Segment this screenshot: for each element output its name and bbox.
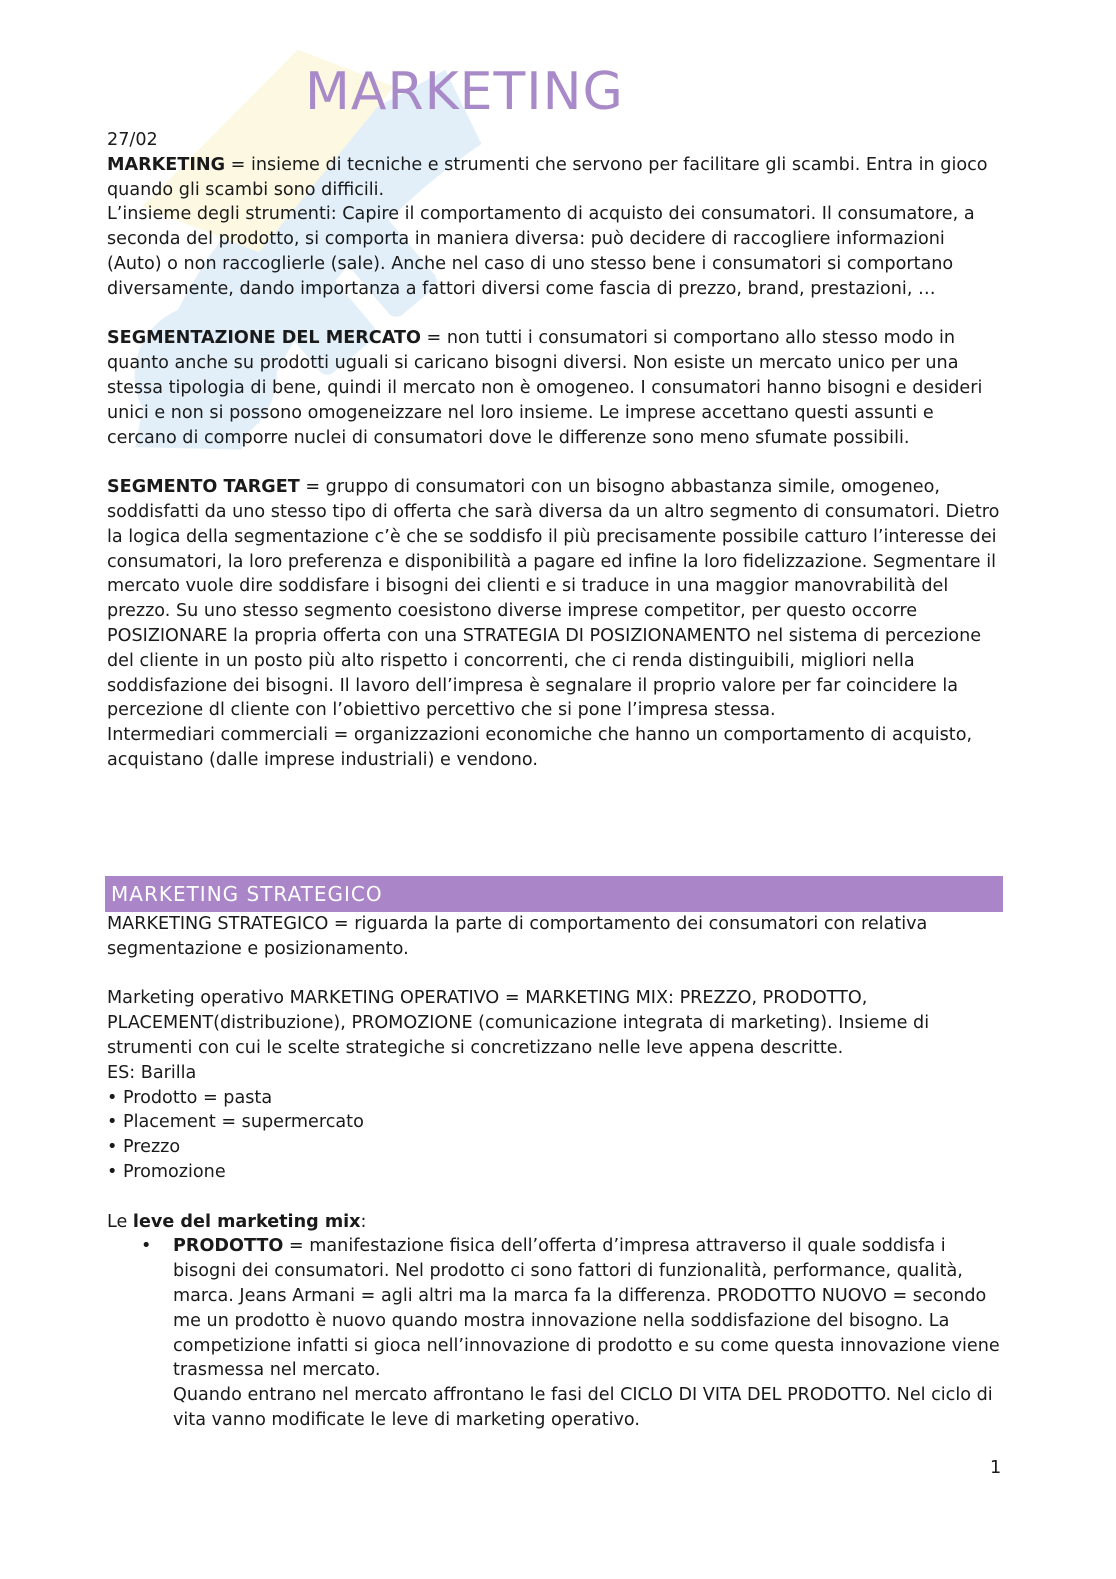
example-item: • Placement = supermercato <box>107 1112 364 1133</box>
strategico-definition: MARKETING STRATEGICO = riguarda la parte di comportamento dei consumatori con relativa segmentazione e posizionamento. <box>107 914 928 959</box>
marketing-definition-text: = insieme di tecniche e strumenti che servono per facilitare gli scambi. Entra in gioco quando gli scambi sono difficili. <box>107 154 988 200</box>
prodotto-paragraph <box>173 1234 1003 1383</box>
segmentazione-term: SEGMENTAZIONE DEL MERCATO <box>107 328 421 349</box>
leve-heading <box>107 1210 1003 1235</box>
leve-item-prodotto <box>173 1234 1003 1432</box>
target-text: = gruppo di consumatori con un bisogno abbastanza simile, omogeneo, soddisfatti da uno stesso tipo di offerta che sarà diversa da un altro segmento di consumatori. Dietro la logica della segmentazione c’è che se soddisfo il più precisamente possibile catturo l’interesse dei consumatori, la loro preferenza e disponibilità a pagare ed infine la loro fidelizzazione. Segmentare il mercato vuole dire soddisfare i bisogni dei clienti e si traduce in una maggior manovrabilità del prezzo. Su uno stesso segmento coesistono diverse imprese competitor, per questo occorre POSIZIONARE la propria offerta con una STRATEGIA DI POSIZIONAMENTO nel sistema di percezione del cliente in un posto più alto rispetto i concorrenti, che ci renda distinguibili, migliori nella soddisfazione dei bisogni. Il lavoro dell’impresa è segnalare il proprio valore per far coincidere la percezione dl cliente con l’obiettivo percettivo che si pone l’impresa stessa. <box>107 477 1000 721</box>
example-item: • Promozione <box>107 1161 226 1182</box>
leve-list <box>107 1234 1003 1432</box>
marketing-paragraph: L’insieme degli strumenti: Capire il comportamento di acquisto dei consumatori. Il consumatore, a seconda del prodotto, si comporta in maniera diversa: può decidere di raccogliere informazioni (Auto) o non raccoglierle (sale). Anche nel caso di uno stesso bene i consumatori si comportano diversamente, dando importanza a fattori diversi come fascia di prezzo, brand, prestazioni, … <box>107 204 975 299</box>
leve-suffix: : <box>360 1211 367 1232</box>
segmentazione-paragraph <box>107 326 1003 450</box>
page-title: MARKETING <box>305 62 624 122</box>
leve-bold: leve del marketing mix <box>132 1211 361 1232</box>
intermediari-paragraph: Intermediari commerciali = organizzazioni economiche che hanno un comportamento di acquisto, acquistano (dalle imprese industriali) e vendono. <box>107 725 973 770</box>
prodotto-text: = manifestazione fisica dell’offerta d’impresa attraverso il quale soddisfa i bisogni dei consumatori. Nel prodotto ci sono fattori di funzionalità, performance, qualità, marca. Jeans Armani = agli altri ma la marca fa la differenza. PRODOTTO NUOVO = secondo me un prodotto è nuovo quando mostra innovazione nella soddisfazione del bisogno. La competizione infatti si gioca nell’innovazione di prodotto e su come questa innovazione viene trasmessa nel mercato. <box>173 1236 1000 1381</box>
section-heading-marketing-strategico: MARKETING STRATEGICO <box>105 876 1003 912</box>
operativo-paragraph: Marketing operativo MARKETING OPERATIVO = MARKETING MIX: PREZZO, PRODOTTO, PLACEMENT(distribuzione), PROMOZIONE (comunicazione integrata di marketing). Insieme di strumenti con cui le scelte strategiche si concretizzano nelle leve appena descritte. <box>107 988 930 1058</box>
date-label: 27/02 <box>107 130 158 150</box>
target-term: SEGMENTO TARGET <box>107 477 300 498</box>
page-number: 1 <box>990 1458 1002 1478</box>
example-item: • Prezzo <box>107 1137 181 1158</box>
segmentazione-text: = non tutti i consumatori si comportano allo stesso modo in quanto anche su prodotti uguali si caricano bisogni diversi. Non esiste un mercato unico per una stessa tipologia di bene, quindi il mercato non è omogeneo. I consumatori hanno bisogni e desideri unici e non si possono omogeneizzare nel loro insieme. Le imprese accettano questi assunti e cercano di comporre nuclei di consumatori dove le differenze sono meno sfumate possibili. <box>107 328 983 448</box>
example-label: ES: Barilla <box>107 1062 197 1083</box>
leve-prefix: Le <box>107 1211 133 1232</box>
main-content <box>107 128 1003 773</box>
target-paragraph <box>107 475 1003 723</box>
example-item: • Prodotto = pasta <box>107 1087 273 1108</box>
prodotto-paragraph-2: Quando entrano nel mercato affrontano le fasi del CICLO DI VITA DEL PRODOTTO. Nel ciclo di vita vanno modificate le leve di marketing operativo. <box>173 1385 993 1430</box>
marketing-definition <box>107 153 1003 203</box>
marketing-term: MARKETING <box>107 154 226 175</box>
prodotto-term: PRODOTTO <box>173 1236 284 1257</box>
bullet-icon: • <box>141 1236 152 1257</box>
strategico-content <box>107 912 1003 1433</box>
